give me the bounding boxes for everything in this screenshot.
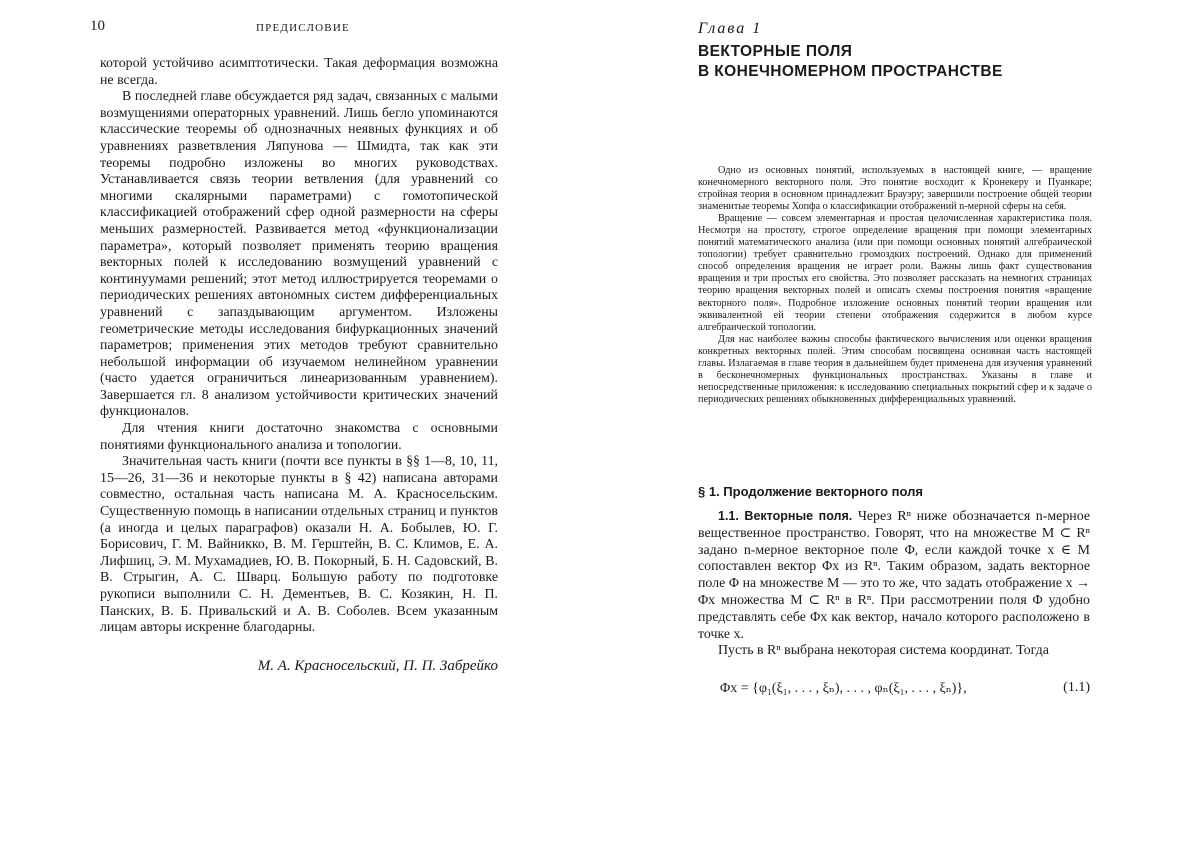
subsection-label: 1.1. Векторные поля. (718, 509, 853, 523)
authors-signature: М. А. Красносельский, П. П. Забрейко (257, 658, 498, 674)
paragraph: которой устойчиво асимптотически. Такая деформация возможна не всегда. (100, 56, 498, 88)
chapter-title-line: В КОНЕЧНОМЕРНОМ ПРОСТРАНСТВЕ (698, 63, 1003, 80)
paragraph: В последней главе обсуждается ряд задач, связанных с малыми возмущениями операторных уравнений. Лишь бегло упоминаются классические теоремы об однозначных неявных функциях и об уравнениях разветвления Ляпунова — Шмидта, так как эти теоремы подробно изложены во многих руководствах. Устанавливается связь теории ветвления (для уравнений со многими скалярными параметрами) с гомотопической классификацией отображений сфер одной размерности на сферы меньших размерностей. Развивается метод «функционализации параметра», который позволяет применять теорию вращения векторных полей к исследованию возмущений уравнений с континуумами решений; этот метод иллюстрируется теоремами о периодических решениях автономных систем дифференциальных уравнений с запаздывающим аргументом. Изложены геометрические методы исследования бифуркационных значений параметров; применения этих методов требуют сравнительно небольшой информации об изучаемом нелинейном уравнении (часто удается ограничиться линеаризованным уравнением). Завершается гл. 8 анализом устойчивости критических значений функционалов. (100, 89, 498, 420)
section-body (698, 508, 1090, 660)
page-number: 10 (90, 18, 105, 34)
chapter-title-line: ВЕКТОРНЫЕ ПОЛЯ (698, 43, 853, 60)
chapter-abstract (698, 165, 1092, 406)
paragraph: Значительная часть книги (почти все пункты в §§ 1—8, 10, 11, 15—26, 31—36 и некоторые пункты в § 42) написана авторами совместно, остальная часть написана М. А. Красносельским. Существенную помощь в написании отдельных страниц и пунктов (а иногда и целых параграфов) оказали Н. А. Бобылев, Ю. Г. Борисович, Г. М. Вайникко, В. М. Герштейн, В. С. Климов, Е. А. Лифшиц, Э. М. Мухамадиев, Ю. В. Покорный, Б. Н. Садовский, В. В. Стрыгин, А. С. Шварц. Большую работу по подготовке рукописи выполнили С. Н. Дементьев, В. С. Козякин, Н. П. Панских, В. Б. Привальский и А. В. Соболев. Всем указанным лицам авторы искренне благодарны. (100, 454, 498, 636)
abstract-paragraph: Одно из основных понятий, используемых в настоящей книге, — вращение конечномерного векторного поля. Это понятие восходит к Кронекеру и Пуанкаре; стройная теория в основном принадлежит Брауэру; завершили построение общей теории знаменитые теоремы Хопфа о классификации отображений n-мерной сферы на себя. (698, 165, 1092, 213)
right-page (600, 0, 1200, 848)
paragraph: Пусть в Rⁿ выбрана некоторая система координат. Тогда (718, 643, 1049, 659)
chapter-label: Глава 1 (698, 20, 763, 37)
paragraph (698, 508, 1090, 643)
formula-1-1 (698, 680, 1090, 700)
left-page (0, 0, 560, 848)
section-heading: § 1. Продолжение векторного поля (698, 484, 923, 499)
chapter-title (698, 42, 1118, 82)
formula-expression: Φx = {φ₁(ξ₁, . . . , ξₙ), . . . , φₙ(ξ₁, . . . , ξₙ)}, (720, 681, 967, 696)
paragraph-text: Через Rⁿ ниже обозначается n-мерное вещественное пространство. Говорят, что на множестве M ⊂ Rⁿ задано n-мерное векторное поле Φ, если каждой точке x ∈ M сопоставлен вектор Φx из Rⁿ. Таким образом, задать векторное поле Φ на множестве M — это то же, что задать отображение x → Φx множества M ⊂ Rⁿ в Rⁿ. При рассмотрении поля Φ удобно представлять себе Φx как вектор, начало которого расположено в точке x. (698, 509, 1090, 642)
abstract-paragraph: Вращение — совсем элементарная и простая целочисленная характеристика поля. Несмотря на простоту, строгое определение вращения при помощи элементарных понятий математического анализа (или при помощи основных понятий алгебраической топологии) требует сравнительно громоздких построений. Однако для применений способ определения вращения не играет роли. Важны лишь факт существования вращения и три простых его свойства. Это позволяет рассказать на немногих страницах теорию вращения векторных полей и описать схемы построения понятия «вращение векторного поля». Подробное изложение основных понятий теории вращения или эквивалентной ей теории степени отображения содержится в любом курсе алгебраической топологии. (698, 213, 1092, 333)
preface-body (100, 56, 498, 637)
running-head: ПРЕДИСЛОВИЕ (256, 22, 350, 34)
abstract-paragraph: Для нас наиболее важны способы фактического вычисления или оценки вращения конкретных векторных полей. Этим способам посвящена основная часть настоящей главы. Излагаемая в главе теория в дальнейшем будет применена для изучения уравнений в бесконечномерных функциональных пространствах. Указаны в главе и непосредственные приложения: к исследованию специальных покрытий сфер и к задаче о периодических решениях обыкновенных дифференциальных уравнений. (698, 333, 1092, 405)
paragraph: Для чтения книги достаточно знакомства с основными понятиями функционального анализа и топологии. (100, 421, 498, 453)
formula-number: (1.1) (1063, 680, 1090, 695)
